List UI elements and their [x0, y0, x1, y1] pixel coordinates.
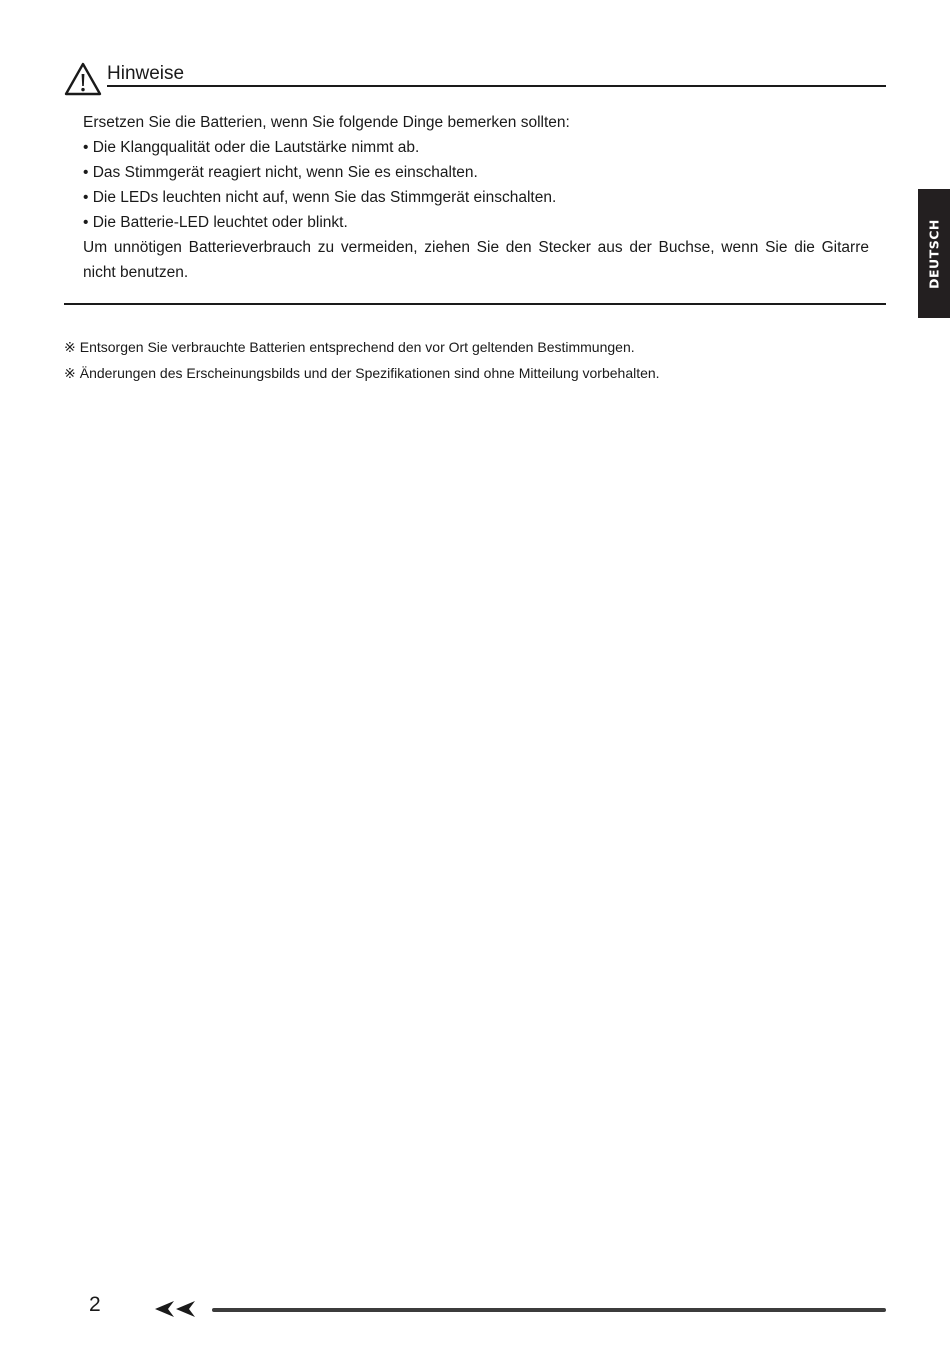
notice-bullet: • Die Klangqualität oder die Lautstärke nimmt ab.: [83, 135, 869, 160]
footnotes: [64, 334, 894, 386]
footnote-text: Entsorgen Sie verbrauchte Batterien entsprechend den vor Ort geltenden Bestimmungen.: [79, 339, 635, 355]
language-tab-label: DEUTSCH: [926, 218, 942, 289]
warning-icon: [64, 62, 102, 96]
footnote-text: Änderungen des Erscheinungsbilds und der Spezifikationen sind ohne Mitteilung vorbehalten.: [79, 365, 660, 381]
notice-bullet: • Das Stimmgerät reagiert nicht, wenn Sie es einschalten.: [83, 160, 869, 185]
footnote: [64, 360, 894, 386]
language-tab: [918, 189, 950, 318]
double-arrow-left-icon: [154, 1300, 198, 1318]
notice-title: Hinweise: [107, 63, 185, 84]
footer-rule: [212, 1308, 886, 1312]
notice-bullet: • Die Batterie-LED leuchtet oder blinkt.: [83, 210, 869, 235]
notice-intro: Ersetzen Sie die Batterien, wenn Sie folgende Dinge bemerken sollten:: [83, 114, 570, 131]
header-rule: [107, 85, 886, 87]
footnote: [64, 334, 894, 360]
notice-divider: [64, 303, 886, 305]
reference-mark-icon: ※: [64, 365, 76, 381]
page-number: 2: [89, 1293, 101, 1316]
notice-body: [83, 110, 869, 285]
notice-advice-line: nicht benutzen.: [83, 264, 189, 281]
reference-mark-icon: ※: [64, 339, 76, 355]
notice-advice-line: Um unnötigen Batterieverbrauch zu vermeiden, ziehen Sie den Stecker aus der Buchse, wenn Sie die Gitarre: [83, 239, 869, 256]
notice-header: [64, 60, 886, 98]
notice-bullet: • Die LEDs leuchten nicht auf, wenn Sie das Stimmgerät einschalten.: [83, 185, 869, 210]
